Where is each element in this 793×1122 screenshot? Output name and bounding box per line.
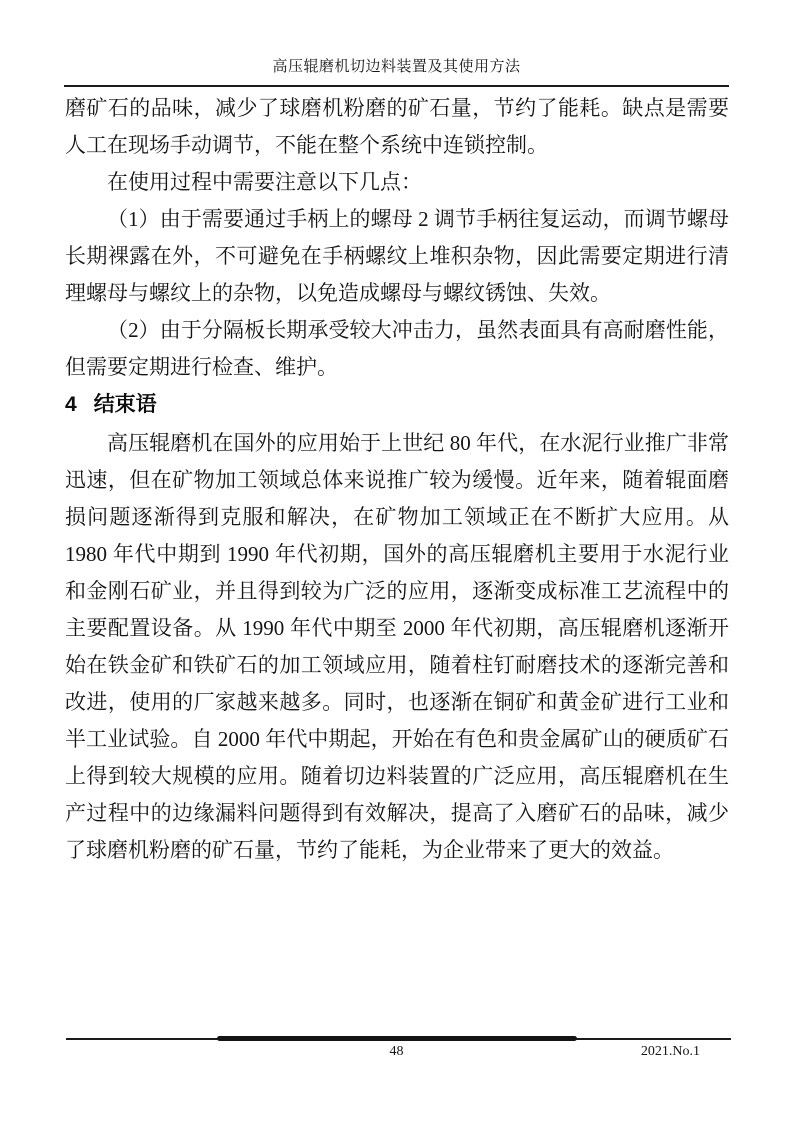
section-number: 4 — [65, 393, 77, 416]
paragraph-conclusion: 高压辊磨机在国外的应用始于上世纪 80 年代，在水泥行业推广非常迅速，但在矿物加工领域总体来说推广较为缓慢。近年来，随着辊面磨损问题逐渐得到克服和解决，在矿物加工领域正在不断扩大应用。从 1980 年代中期到 1990 年代初期，国外的高压辊磨机主要用于水泥行业和金刚石矿业，并且得到较为广泛的应用，逐渐变成标准工艺流程中的主要配置设备。从 1990 年代中期至 2000 年代初期，高压辊磨机逐渐开始在铁金矿和铁矿石的加工领域应用，随着柱钉耐磨技术的逐渐完善和改进，使用的厂家越来越多。同时，也逐渐在铜矿和黄金矿进行工业和半工业试验。自 2000 年代中期起，开始在有色和贵金属矿山的硬质矿石上得到较大规模的应用。随着切边料装置的广泛应用，高压辊磨机在生产过程中的边缘漏料问题得到有效解决，提高了入磨矿石的品味，减少了球磨机粉磨的矿石量，节约了能耗，为企业带来了更大的效益。 — [65, 431, 729, 862]
paragraph-continuation: 磨矿石的品味，减少了球磨机粉磨的矿石量，节约了能耗。缺点是需要人工在现场手动调节，不能在整个系统中连锁控制。 — [65, 96, 729, 157]
footer-rule-thick-segment — [217, 1036, 577, 1041]
running-header-title: 高压辊磨机切边料装置及其使用方法 — [272, 59, 521, 75]
document-body — [65, 87, 729, 869]
footer-issue-label: 2021.No.1 — [640, 1044, 700, 1059]
paragraph-note-2: （2）由于分隔板长期承受较大冲击力，虽然表面具有高耐磨性能，但需要定期进行检查、维护。 — [65, 318, 729, 379]
footer-page-number: 48 — [389, 1044, 404, 1059]
paragraph-usage-notes-intro: 在使用过程中需要注意以下几点： — [107, 170, 422, 194]
section-heading — [65, 388, 729, 422]
section-title: 结束语 — [93, 393, 157, 416]
paragraph-note-1: （1）由于需要通过手柄上的螺母 2 调节手柄往复运动，而调节螺母长期裸露在外，不可避免在手柄螺纹上堆积杂物，因此需要定期进行清理螺母与螺纹上的杂物，以免造成螺母与螺纹锈蚀、失效。 — [65, 207, 729, 305]
page-header — [0, 0, 793, 87]
